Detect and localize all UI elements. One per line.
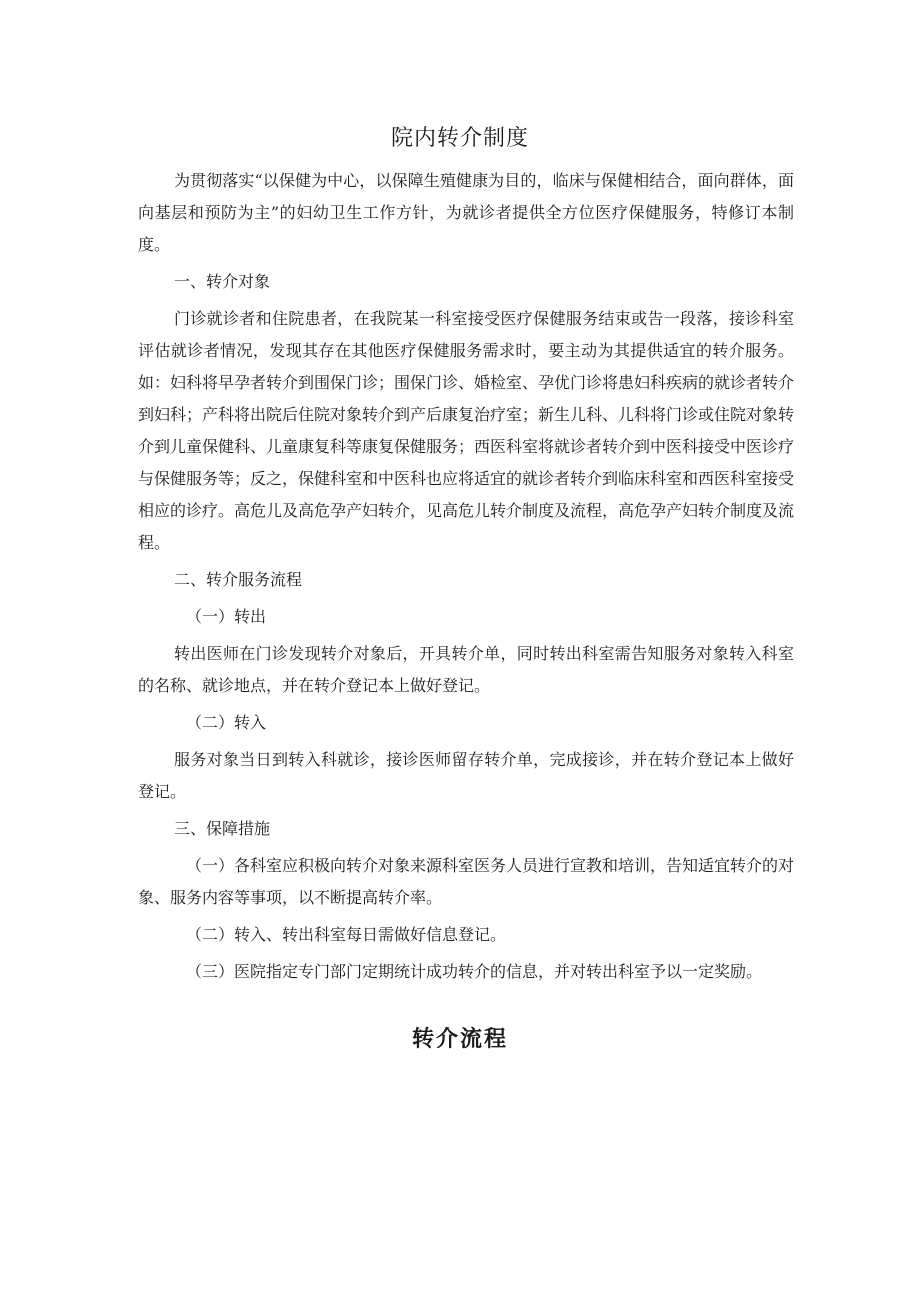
section-3-heading: 三、保障措施 xyxy=(174,819,271,838)
flow-title: 转介流程 xyxy=(411,1026,508,1052)
section-3-item-2: （二）转入、转出科室每日需做好信息登记。 xyxy=(186,925,507,944)
section-2-sub-2-heading: （二）转入 xyxy=(186,713,267,732)
section-3-item-1: （一）各科室应积极向转介对象来源科室医务人员进行宣教和培训，告知适宜转介的对象、服务内容等事项，以不断提高转介率。 xyxy=(138,856,795,907)
section-1-body: 门诊就诊者和住院患者，在我院某一科室接受医疗保健服务结束或告一段落，接诊科室评估就诊者情况，发现其存在其他医疗保健服务需求时，要主动为其提供适宜的转介服务。如：妇科将早孕者转介到围保门诊；围保门诊、婚检室、孕优门诊将患妇科疾病的就诊者转介到妇科；产科将出院后住院对象转介到产后康复治疗室；新生儿科、儿科将门诊或住院对象转介到儿童保健科、儿童康复科等康复保健服务；西医科室将就诊者转介到中医科接受中医诊疗与保健服务等；反之，保健科室和中医科也应将适宜的就诊者转介到临床科室和西医科室接受相应的诊疗。高危儿及高危孕产妇转介，见高危儿转介制度及流程，高危孕产妇转介制度及流程。 xyxy=(138,309,795,552)
section-3-item-3: （三）医院指定专门部门定期统计成功转介的信息，并对转出科室予以一定奖励。 xyxy=(186,962,763,981)
section-2-sub-1-body: 转出医师在门诊发现转介对象后，开具转介单，同时转出科室需告知服务对象转入科室的名称、就诊地点，并在转介登记本上做好登记。 xyxy=(138,644,794,695)
section-2-sub-2-body: 服务对象当日到转入科就诊，接诊医师留存转介单，完成接诊，并在转介登记本上做好登记。 xyxy=(138,750,794,801)
section-1-heading: 一、转介对象 xyxy=(174,272,271,291)
document-body xyxy=(138,165,794,988)
intro-paragraph: 为贯彻落实“以保健为中心，以保障生殖健康为目的，临床与保健相结合，面向群体，面向基层和预防为主”的妇幼卫生工作方针，为就诊者提供全方位医疗保健服务，特修订本制度。 xyxy=(138,171,794,254)
section-2-heading: 二、转介服务流程 xyxy=(174,570,303,589)
section-2-sub-1-heading: （一）转出 xyxy=(186,607,267,626)
page-title: 院内转介制度 xyxy=(390,126,529,151)
